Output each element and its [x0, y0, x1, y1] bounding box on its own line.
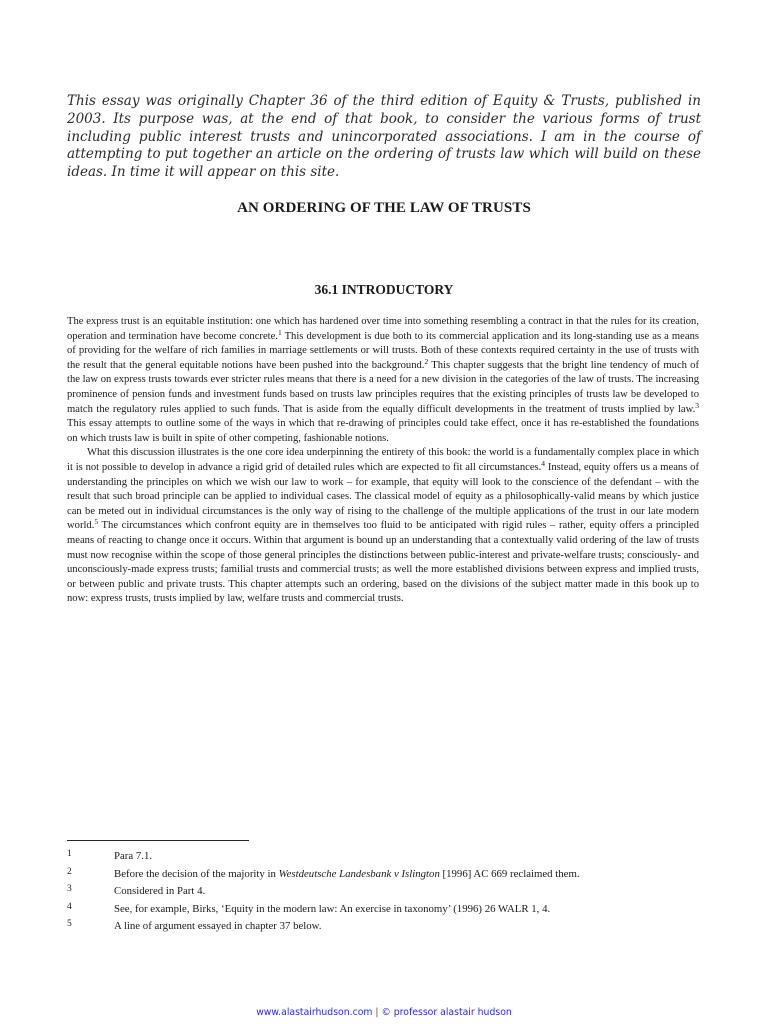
footnote-text: See, for example, Birks, ‘Equity in the modern law: An exercise in taxonomy’ (1996) 26 WALR 1, 4.: [114, 902, 551, 915]
paragraph-1: [67, 315, 699, 446]
footnote-5: [67, 919, 707, 937]
footnote-ref-5[interactable]: 5: [94, 517, 99, 527]
p2-sentence-3: The circumstances which confront equity are in themselves too fluid to be anticipated with rigid rules – rather, equity offers a principled means of reacting to change once it occurs. Within that argument is bound up an understanding that a contextually valid ordering of the law of trusts must now recognise within the scope of those general principles the distinctions between public-interest and private-welfare trusts; consciously- and unconsciously-made express trusts; familial trusts and commercial trusts; as well the more established divisions between express and implied trusts, or between public and private trusts. This chapter attempts such an ordering, based on the divisions of the subject matter made in this book up to now: express trusts, trusts implied by law, welfare trusts and commercial trusts.: [67, 520, 699, 605]
footnote-number: 1: [67, 849, 72, 859]
footnote-3: [67, 884, 707, 902]
section-heading: 36.1 INTRODUCTORY: [314, 282, 454, 297]
footnote-2: [67, 867, 707, 885]
footnote-text: A line of argument essayed in chapter 37 below.: [114, 920, 322, 932]
footnote-text-post: [1996] AC 669 reclaimed them.: [439, 867, 580, 880]
p1-sentence-1: The express trust is an equitable institution: one which has hardened over time into something resembling a contract in that the rules for its creation, operation and termination have become concrete.: [67, 316, 699, 342]
case-name: Westdeutsche Landesbank v Islington: [278, 867, 440, 880]
footnote-number: 3: [67, 884, 72, 894]
copyright-link[interactable]: © professor alastair hudson: [381, 1007, 512, 1018]
p2-sentence-2: Instead, equity offers us a means of understanding the principles on which we wish our law to work – for example, that equity will look to the conscience of the defendant – with the result that such broad principle can be applied to individual cases. The classical model of equity as a philosophically-valid means by which justice can be meted out in individual circumstances is the only way of rising to the challenge of the multiple applications of the trust in our late modern world.: [67, 461, 699, 532]
footnote-text: Para 7.1.: [114, 850, 153, 862]
p1-sentence-2: This development is due both to its commercial application and its long-standing use as a means of providing for the welfare of rich families in marriage settlements or will trusts. Both of these contexts required certainty in the use of trusts with the result that the general equitable notions have been pushed into the background.: [67, 330, 699, 371]
footnote-divider: [67, 840, 249, 841]
intro-note: This essay was originally Chapter 36 of the third edition of Equity & Trusts, published in 2003. Its purpose was, at the end of that book, to consider the various forms of trust including public interest trusts and unincorporated associations. I am in the course of attempting to put together an article on the ordering of trusts law which will build on these ideas. In time it will appear on this site.: [67, 93, 701, 181]
p1-sentence-4: This essay attempts to outline some of the ways in which that re-drawing of principles could take effect, once it has re-established the foundations on which trusts law is built in spite of other competing, fashionable notions.: [67, 418, 699, 444]
footnote-ref-1[interactable]: 1: [277, 327, 282, 337]
site-link[interactable]: www.alastairhudson.com: [256, 1007, 373, 1018]
p1-sentence-3: This chapter suggests that the bright line tendency of much of the law on express trusts towards ever stricter rules means that there is a need for a new division in the categories of the law of trusts. The increasing prominence of pension funds and investment funds based on trusts law principles requires that the existing principles of trusts law be developed to match the regulatory rules applied to such funds. That is aside from the equally difficult developments in the treatment of trusts implied by law.: [67, 359, 700, 415]
footnote-text: Considered in Part 4.: [114, 885, 206, 897]
footnote-ref-3[interactable]: 3: [695, 400, 699, 410]
footnote-ref-2[interactable]: 2: [424, 356, 429, 366]
paragraph-2: [67, 446, 699, 607]
p2-sentence-1: What this discussion illustrates is the one core idea underpinning the entirety of this book: the world is a fundamentally complex place in which it is not possible to develop in advance a rigid grid of detailed rules which are expected to fit all circumstances.: [67, 447, 699, 473]
body-text: [67, 315, 699, 607]
page-title: AN ORDERING OF THE LAW OF TRUSTS: [237, 200, 531, 216]
footnote-1: [67, 849, 707, 867]
footnote-text-pre: Before the decision of the majority in: [114, 867, 279, 880]
page-footer: [0, 1007, 768, 1018]
footnote-ref-4[interactable]: 4: [541, 458, 546, 468]
footer-separator: |: [375, 1007, 379, 1018]
footnote-4: [67, 902, 707, 920]
footnote-number: 4: [67, 901, 72, 912]
footnote-number: 5: [67, 919, 72, 929]
footnote-text: [114, 867, 580, 882]
footnote-number: 2: [67, 866, 72, 877]
footnotes: [67, 849, 707, 937]
